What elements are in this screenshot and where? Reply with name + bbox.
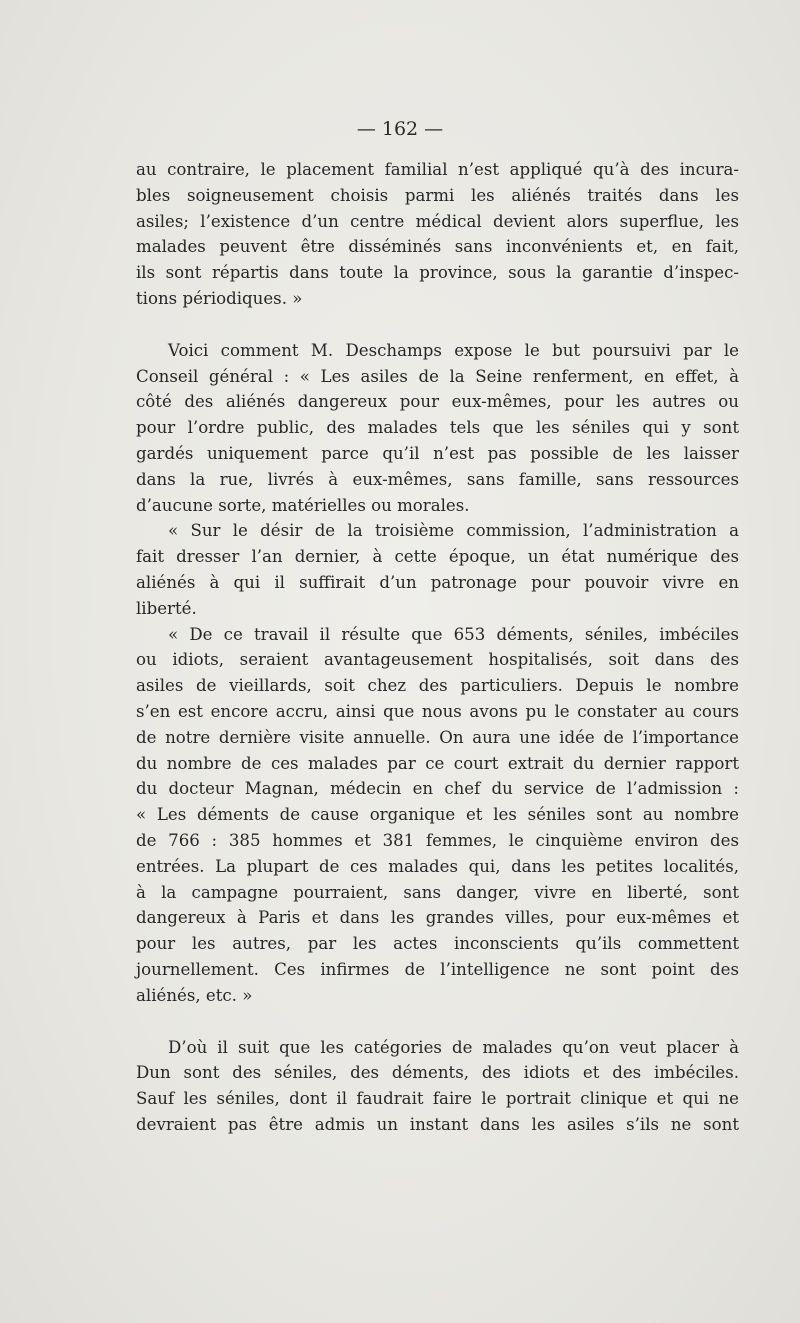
text-line: D’où il suit que les catégories de malades qu’on veut placer à bbox=[168, 1037, 739, 1057]
text-line: asiles; l’existence d’un centre médical devient alors superflue, les bbox=[136, 211, 739, 231]
text-line: liberté. bbox=[136, 598, 197, 618]
paragraph-5 bbox=[136, 1035, 739, 1138]
text-line: « Sur le désir de la troisième commission, l’administration a bbox=[168, 521, 739, 541]
text-line: Voici comment M. Deschamps expose le but poursuivi par le bbox=[168, 340, 739, 360]
text-line: s’en est encore accru, ainsi que nous avons pu le constater au cours bbox=[136, 701, 739, 721]
text-line: asiles de vieillards, soit chez des particuliers. Depuis le nombre bbox=[136, 676, 739, 696]
text-line: Dun sont des séniles, des déments, des idiots et des imbéciles. bbox=[136, 1063, 739, 1083]
text-line: ils sont répartis dans toute la province, sous la garantie d’inspec- bbox=[136, 263, 739, 283]
text-line: dangereux à Paris et dans les grandes villes, pour eux-mêmes et bbox=[136, 908, 739, 928]
text-line: du nombre de ces malades par ce court extrait du dernier rapport bbox=[136, 753, 739, 773]
text-line: de 766 : 385 hommes et 381 femmes, le cinquième environ des bbox=[136, 830, 739, 850]
text-line: côté des aliénés dangereux pour eux-mêmes, pour les autres ou bbox=[136, 392, 739, 412]
text-line: fait dresser l’an dernier, à cette époque, un état numérique des bbox=[136, 547, 739, 567]
text-line: au contraire, le placement familial n’est appliqué qu’à des incura- bbox=[136, 160, 739, 179]
text-line: malades peuvent être disséminés sans inconvénients et, en fait, bbox=[136, 237, 739, 257]
text-line: devraient pas être admis un instant dans les asiles s’ils ne sont bbox=[136, 1114, 739, 1134]
text-line: gardés uniquement parce qu’il n’est pas possible de les laisser bbox=[136, 443, 739, 463]
text-line: journellement. Ces infirmes de l’intelligence ne sont point des bbox=[136, 959, 739, 979]
paragraph-gap bbox=[136, 312, 739, 338]
text-line: « Les déments de cause organique et les séniles sont au nombre bbox=[136, 805, 739, 825]
text-line: tions périodiques. » bbox=[136, 288, 303, 308]
text-line: du docteur Magnan, médecin en chef du service de l’admission : bbox=[136, 779, 739, 799]
text-line: entrées. La plupart de ces malades qui, dans les petites localités, bbox=[136, 856, 739, 876]
paragraph-3 bbox=[136, 518, 739, 621]
text-line: ou idiots, seraient avantageusement hospitalisés, soit dans des bbox=[136, 650, 739, 670]
text-line: pour l’ordre public, des malades tels que les séniles qui y sont bbox=[136, 418, 739, 438]
paragraph-1 bbox=[136, 157, 739, 312]
text-line: à la campagne pourraient, sans danger, vivre en liberté, sont bbox=[136, 882, 739, 902]
text-line: d’aucune sorte, matérielles ou morales. bbox=[136, 495, 470, 515]
text-line: Conseil général : « Les asiles de la Seine renferment, en effet, à bbox=[136, 366, 739, 386]
text-line: bles soigneusement choisis parmi les aliénés traités dans les bbox=[136, 185, 739, 205]
paragraph-gap bbox=[136, 1009, 739, 1035]
paragraph-2 bbox=[136, 338, 739, 519]
text-line: aliénés à qui il suffirait d’un patronage pour pouvoir vivre en bbox=[136, 572, 739, 592]
text-line: pour les autres, par les actes inconscients qu’ils commettent bbox=[136, 934, 739, 954]
text-line: Sauf les séniles, dont il faudrait faire le portrait clinique et qui ne bbox=[136, 1089, 739, 1109]
text-line: dans la rue, livrés à eux-mêmes, sans famille, sans ressources bbox=[136, 469, 739, 489]
text-line: de notre dernière visite annuelle. On aura une idée de l’importance bbox=[136, 727, 739, 747]
text-line: aliénés, etc. » bbox=[136, 985, 253, 1005]
body-text bbox=[136, 157, 739, 1138]
text-line: « De ce travail il résulte que 653 déments, séniles, imbéciles bbox=[168, 624, 739, 644]
page-number: — 162 — bbox=[356, 118, 444, 140]
paragraph-4 bbox=[136, 622, 739, 1009]
